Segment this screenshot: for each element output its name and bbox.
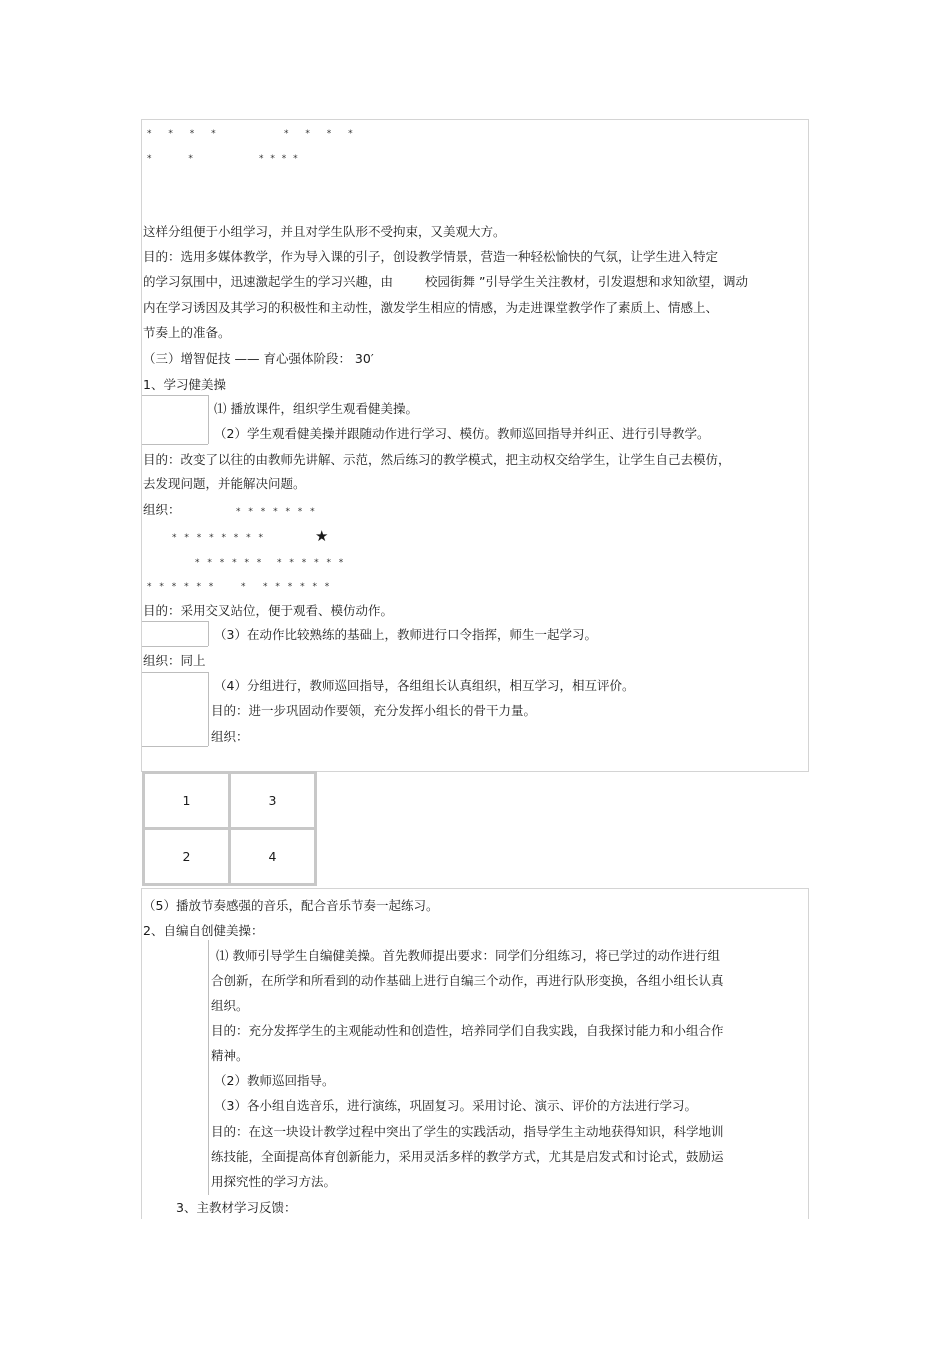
step-text: （5）播放节奏感强的音乐，配合音乐节奏一起练习。 — [143, 898, 439, 913]
teacher-star-icon: ★ — [315, 527, 329, 545]
paragraph: 目的：改变了以往的由教师先讲解、示范，然后练习的教学模式，把主动权交给学生，让学生自己去模仿， — [143, 452, 731, 467]
paragraph: 练技能，全面提高体育创新能力，采用灵活多样的教学方式，尤其是启发式和讨论式，鼓励运 — [211, 1149, 724, 1164]
col-divider — [208, 395, 209, 444]
paragraph: 目的：选用多媒体教学，作为导入课的引子，创设教学情景，营造一种轻松愉快的气氛，让学生进入特定 — [143, 249, 719, 264]
paragraph: 校园街舞 ”引导学生关注教材，引发遐想和求知欲望，调动 — [425, 274, 748, 289]
step-text: ⑴ 播放课件，组织学生观看健美操。 — [214, 401, 418, 416]
formation-row: * * * * * * * — [236, 507, 315, 517]
item-title: 2、自编自创健美操： — [143, 923, 264, 938]
section-heading: （三）增智促技 —— 育心强体阶段： 30′ — [143, 351, 374, 366]
formation-row: * * * * * * — [277, 558, 344, 568]
row-divider — [142, 395, 208, 396]
formation-row: * * * * * * — [195, 558, 262, 568]
col-divider — [208, 672, 209, 746]
formation-row: * * * * * * * * — [172, 533, 264, 543]
row-divider — [142, 746, 208, 747]
formation-row: * * * * * * — [263, 582, 330, 592]
paragraph: 内在学习诱因及其学习的积极性和主动性，激发学生相应的情感，为走进课堂教学作了素质上、情感上、 — [143, 300, 719, 315]
paragraph: 目的：在这一块设计教学过程中突出了学生的实践活动，指导学生主动地获得知识，科学地训 — [211, 1124, 724, 1139]
item-title: 3、主教材学习反馈： — [176, 1200, 297, 1215]
step-text: （2）教师巡回指导。 — [214, 1073, 335, 1088]
group-cell: 4 — [228, 827, 317, 886]
paragraph: 目的：进一步巩固动作要领，充分发挥小组长的骨干力量。 — [211, 703, 537, 718]
step-text: （2）学生观看健美操并跟随动作进行学习、模仿。教师巡回指导并纠正、进行引导教学。 — [214, 426, 710, 441]
indent-divider — [208, 940, 209, 1195]
upper-table-frame — [141, 119, 809, 772]
paragraph: 目的：充分发挥学生的主观能动性和创造性，培养同学们自我实践，自我探讨能力和小组合作 — [211, 1023, 724, 1038]
formation-row: * * — [147, 154, 193, 164]
paragraph: 用探究性的学习方法。 — [211, 1174, 337, 1189]
paragraph: 去发现问题，并能解决问题。 — [143, 476, 306, 491]
group-grid — [142, 771, 317, 889]
group-cell: 3 — [228, 771, 317, 830]
group-cell: 2 — [142, 827, 231, 886]
step-text: （4）分组进行，教师巡回指导，各组组长认真组织，相互学习，相互评价。 — [214, 678, 635, 693]
step-text: （3）在动作比较熟练的基础上，教师进行口令指挥，师生一起学习。 — [214, 627, 597, 642]
item-title: 1、学习健美操 — [143, 377, 226, 392]
formation-row: * — [241, 582, 246, 592]
paragraph: 的学习氛围中，迅速激起学生的学习兴趣，由 — [143, 274, 394, 289]
org-label: 组织： — [143, 502, 181, 517]
paragraph: 这样分组便于小组学习，并且对学生队形不受拘束，又美观大方。 — [143, 224, 506, 239]
step-text: ⑴ 教师引导学生自编健美操。首先教师提出要求：同学们分组练习，将已学过的动作进行组 — [216, 948, 720, 963]
paragraph: 节奏上的准备。 — [143, 325, 231, 340]
step-text: 组织。 — [211, 998, 249, 1013]
row-divider — [142, 646, 208, 647]
step-text: （3）各小组自选音乐，进行演练，巩固复习。采用讨论、演示、评价的方法进行学习。 — [214, 1098, 697, 1113]
paragraph: 精神。 — [211, 1048, 249, 1063]
col-divider — [208, 621, 209, 646]
group-cell: 1 — [142, 771, 231, 830]
formation-row: * * * * — [259, 154, 298, 164]
formation-row: * * * * — [284, 129, 353, 139]
formation-row: * * * * — [147, 129, 216, 139]
paragraph: 目的：采用交叉站位，便于观看、模仿动作。 — [143, 603, 394, 618]
row-divider — [142, 621, 208, 622]
step-text: 合创新，在所学和所看到的动作基础上进行自编三个动作，再进行队形变换，各组小组长认真 — [211, 973, 724, 988]
org-label: 组织： — [211, 729, 249, 744]
row-divider — [142, 672, 208, 673]
formation-row: * * * * * * — [147, 582, 214, 592]
row-divider — [142, 444, 208, 445]
paragraph: 组织：同上 — [143, 653, 206, 668]
